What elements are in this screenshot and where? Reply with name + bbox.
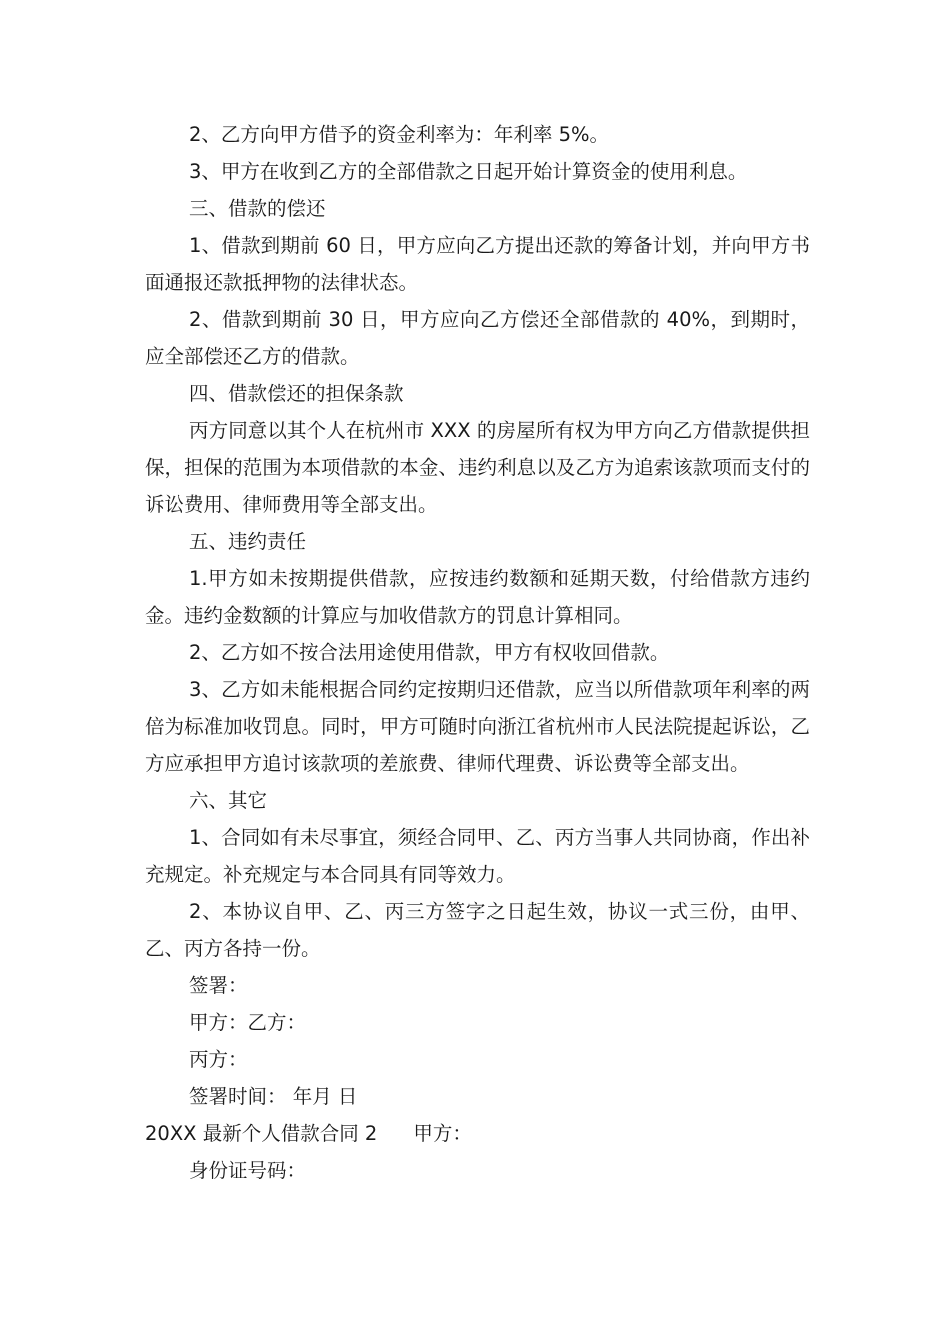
section-heading-repayment: 三、借款的偿还 bbox=[189, 197, 326, 220]
clause-breach-3: 3、乙方如未能根据合同约定按期归还借款，应当以所借款项年利率的两倍为标准加收罚息。同时，甲方可随时向浙江省杭州市人民法院提起诉讼，乙方应承担甲方追讨该款项的差旅费、律师代理费、诉讼费等全部支出。 bbox=[145, 678, 810, 775]
signature-parties-ab: 甲方：乙方： bbox=[189, 1011, 307, 1034]
next-contract-title: 20XX 最新个人借款合同 2 bbox=[145, 1122, 378, 1145]
clause-repayment-portion: 2、借款到期前 30 日，甲方应向乙方偿还全部借款的 40%，到期时，应全部偿还乙方的借款。 bbox=[145, 308, 810, 368]
signature-party-c: 丙方： bbox=[189, 1048, 248, 1071]
signature-label: 签署： bbox=[189, 974, 248, 997]
clause-other-1: 1、合同如有未尽事宜，须经合同甲、乙、丙方当事人共同协商，作出补充规定。补充规定与本合同具有同等效力。 bbox=[145, 826, 810, 886]
clause-guarantee: 丙方同意以其个人在杭州市 XXX 的房屋所有权为甲方向乙方借款提供担保，担保的范围为本项借款的本金、违约利息以及乙方为追索该款项而支付的诉讼费用、律师费用等全部支出。 bbox=[145, 419, 810, 516]
section-heading-other: 六、其它 bbox=[189, 789, 268, 812]
section-heading-breach: 五、违约责任 bbox=[189, 530, 307, 553]
section-heading-guarantee: 四、借款偿还的担保条款 bbox=[189, 382, 404, 405]
contract-body bbox=[145, 116, 810, 1189]
clause-breach-2: 2、乙方如不按合法用途使用借款，甲方有权收回借款。 bbox=[189, 641, 670, 664]
id-number-label: 身份证号码： bbox=[189, 1159, 307, 1182]
clause-interest-start: 3、甲方在收到乙方的全部借款之日起开始计算资金的使用利息。 bbox=[189, 160, 748, 183]
next-contract-party: 甲方： bbox=[413, 1122, 472, 1145]
clause-other-2: 2、本协议自甲、乙、丙三方签字之日起生效，协议一式三份，由甲、乙、丙方各持一份。 bbox=[145, 900, 810, 960]
clause-breach-1: 1.甲方如未按期提供借款，应按违约数额和延期天数，付给借款方违约金。违约金数额的计算应与加收借款方的罚息计算相同。 bbox=[145, 567, 810, 627]
next-contract-line bbox=[145, 1115, 810, 1152]
clause-repayment-plan: 1、借款到期前 60 日，甲方应向乙方提出还款的筹备计划，并向甲方书面通报还款抵押物的法律状态。 bbox=[145, 234, 810, 294]
clause-interest-rate: 2、乙方向甲方借予的资金利率为：年利率 5%。 bbox=[189, 123, 610, 146]
signature-date: 签署时间： 年月 日 bbox=[189, 1085, 358, 1108]
